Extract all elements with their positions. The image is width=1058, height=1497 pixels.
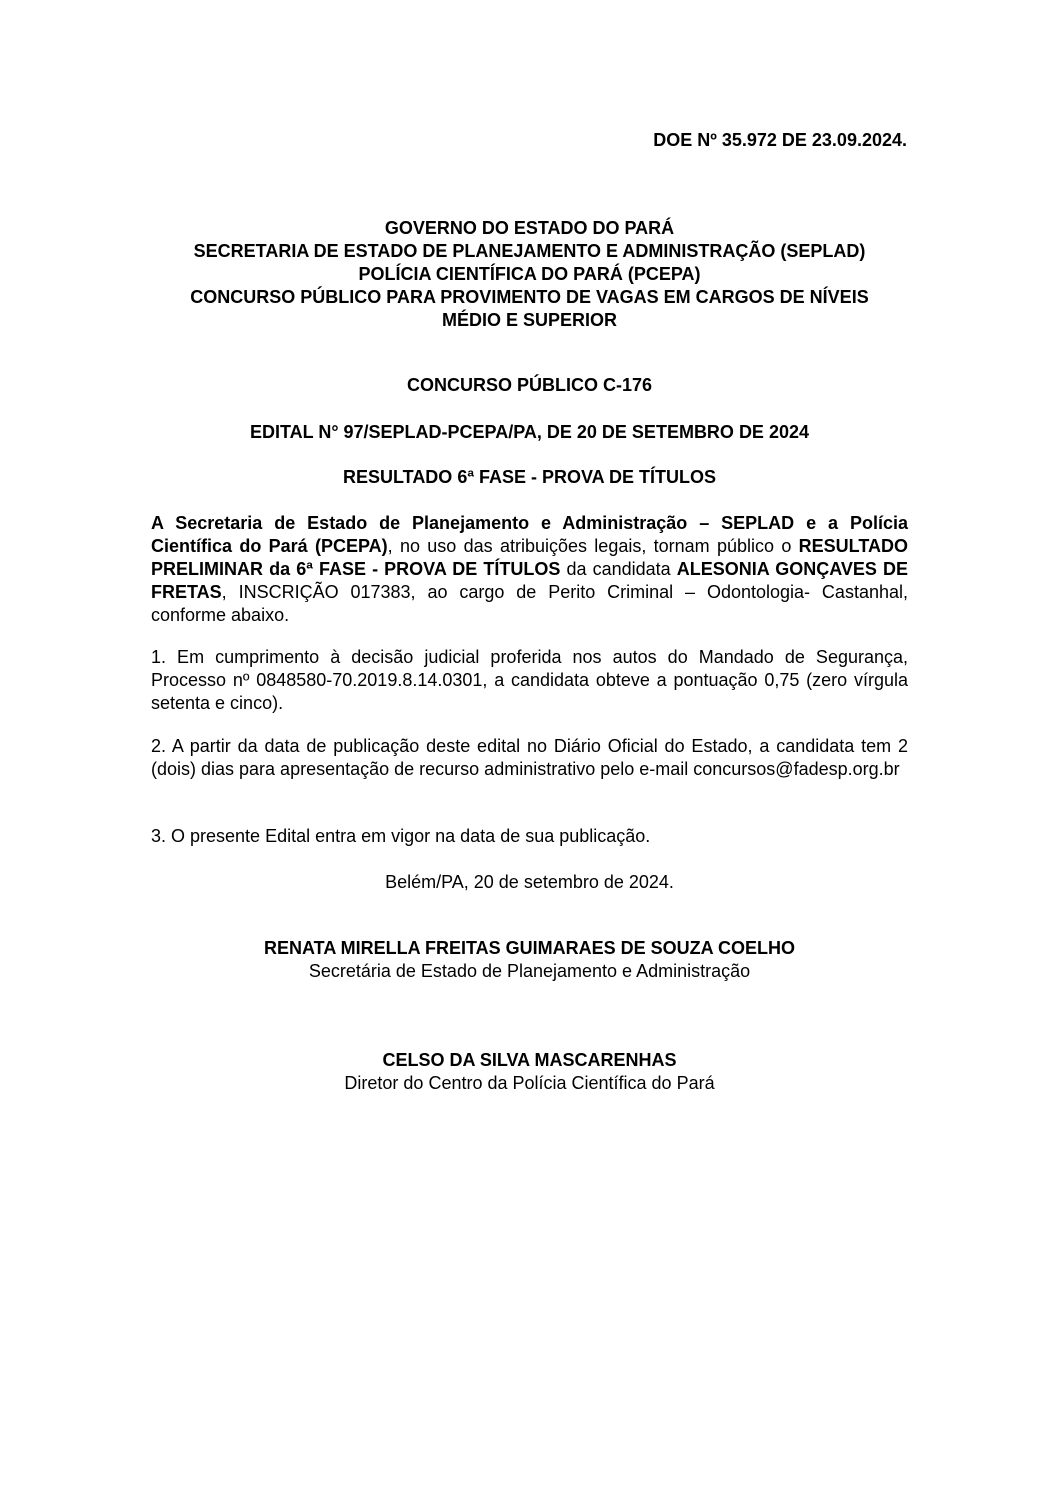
header-contest-line2: MÉDIO E SUPERIOR <box>441 310 618 330</box>
item-1-paragraph: 1. Em cumprimento à decisão judicial proferida nos autos do Mandado de Segurança, Processo nº 0848580-70.2019.8.14.0301, a candidata obteve a pontuação 0,75 (zero vírgula setenta e cinco). <box>151 647 908 713</box>
edital-title: EDITAL N° 97/SEPLAD-PCEPA/PA, DE 20 DE SETEMBRO DE 2024 <box>249 422 809 442</box>
header-secretariat: SECRETARIA DE ESTADO DE PLANEJAMENTO E ADMINISTRAÇÃO (SEPLAD) <box>193 241 866 261</box>
intro-text-2: da candidata <box>560 559 677 579</box>
contest-title: CONCURSO PÚBLICO C-176 <box>406 375 653 395</box>
signature-1-role: Secretária de Estado de Planejamento e Administração <box>308 961 751 981</box>
signature-2-name: CELSO DA SILVA MASCARENHAS <box>382 1050 677 1070</box>
item-2-paragraph: 2. A partir da data de publicação deste edital no Diário Oficial do Estado, a candidata tem 2 (dois) dias para apresentação de recurso administrativo pelo e-mail concursos@fadesp.org.br <box>151 736 908 779</box>
place-date: Belém/PA, 20 de setembro de 2024. <box>385 872 674 892</box>
intro-bold-result: RESULTADO PRELIMINAR da 6ª FASE - PROVA DE TÍTULOS <box>151 536 908 579</box>
intro-text-3: , INSCRIÇÃO 017383, ao cargo de Perito Criminal – Odontologia- Castanhal, conforme abaixo. <box>151 582 908 625</box>
intro-bold-authorities: A Secretaria de Estado de Planejamento e Administração – SEPLAD e a Polícia Científica do Pará (PCEPA) <box>151 513 908 556</box>
header-government: GOVERNO DO ESTADO DO PARÁ <box>384 218 675 238</box>
header-contest-line1: CONCURSO PÚBLICO PARA PROVIMENTO DE VAGAS EM CARGOS DE NÍVEIS <box>190 287 869 307</box>
signature-2-role: Diretor do Centro da Polícia Científica do Pará <box>344 1073 715 1093</box>
header-police: POLÍCIA CIENTÍFICA DO PARÁ (PCEPA) <box>358 264 701 284</box>
intro-bold-candidate: ALESONIA GONÇAVES DE FRETAS <box>151 559 909 602</box>
doe-reference: DOE Nº 35.972 DE 23.09.2024. <box>653 130 907 150</box>
intro-text-1: , no uso das atribuições legais, tornam público o <box>387 536 799 556</box>
document-header <box>151 217 908 332</box>
intro-paragraph <box>151 512 908 627</box>
signature-1-name: RENATA MIRELLA FREITAS GUIMARAES DE SOUZA COELHO <box>264 938 795 958</box>
item-3-paragraph: 3. O presente Edital entra em vigor na data de sua publicação. <box>151 826 651 846</box>
result-title: RESULTADO 6ª FASE - PROVA DE TÍTULOS <box>342 467 717 487</box>
